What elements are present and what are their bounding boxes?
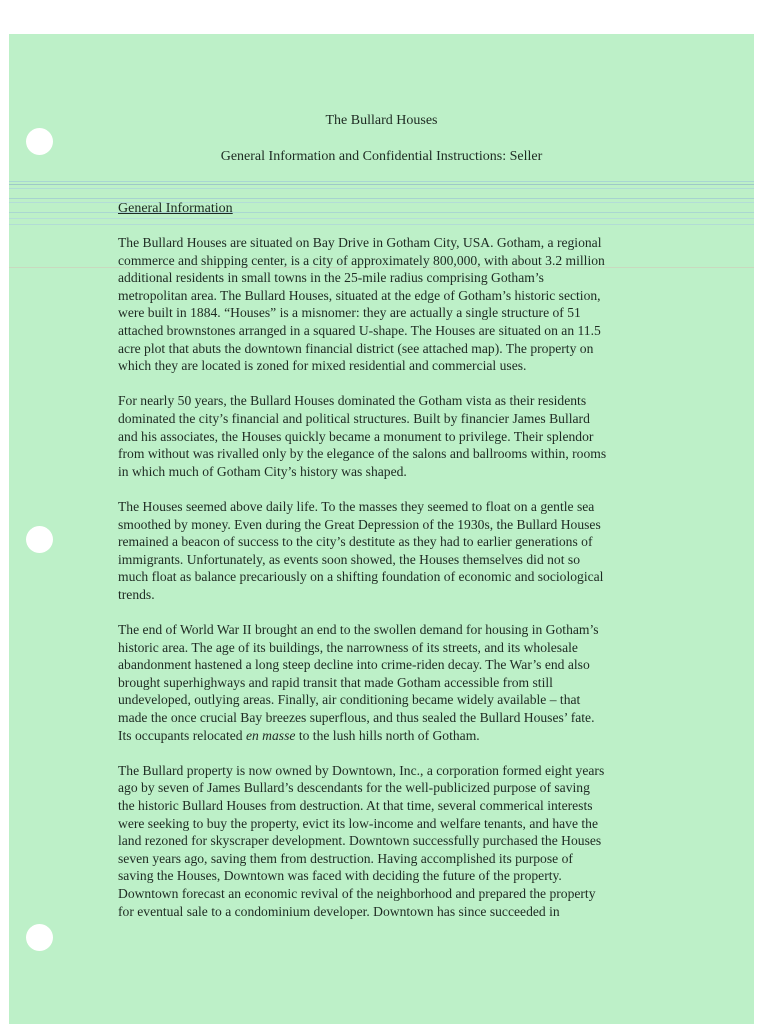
- text-line: The Bullard Houses are situated on Bay Drive in Gotham City, USA. Gotham, a regional: [118, 235, 602, 250]
- text-line: remained a beacon of success to the city’s destitute as they had to earlier generations of: [118, 534, 593, 550]
- text-line: Downtown forecast an economic revival of the neighborhood and prepared the property: [118, 885, 596, 901]
- text-line: land rezoned for skyscraper development. Downtown successfully purchased the Houses: [118, 833, 602, 849]
- text-line: The end of World War II brought an end to the swollen demand for housing in Gotham’s: [118, 622, 599, 638]
- text-line: commerce and shipping center, is a city of approximately 800,000, with about 3.2 million: [118, 252, 605, 268]
- paragraph-3: [118, 498, 693, 604]
- text-line: much float as balance precariously on a shifting foundation of economic and sociological: [118, 569, 604, 585]
- text-line: For nearly 50 years, the Bullard Houses dominated the Gotham vista as their residents: [118, 393, 587, 409]
- text-line: immigrants. Unfortunately, as events soon showed, the Houses themselves did not so: [118, 551, 580, 567]
- text-line: the historic Bullard Houses from destruction. At that time, several commerical interests: [118, 798, 593, 813]
- text-line: seven years ago, saving them from destruction. Having accomplished its purpose of: [118, 850, 573, 866]
- emphasis-text: en masse: [245, 727, 296, 743]
- text-line: saving the Houses, Downtown was faced with deciding the future of the property.: [118, 868, 562, 884]
- text-line: and his associates, the Houses quickly became a monument to privilege. Their splendor: [118, 428, 594, 444]
- paragraph-5: [118, 762, 693, 920]
- text-line: acre plot that abuts the downtown financial district (see attached map). The property on: [118, 340, 594, 356]
- section-heading: General Information: [118, 201, 233, 216]
- text-line: attached brownstones arranged in a squared U-shape. The Houses are situated on an 11.5: [118, 322, 601, 338]
- text-line: were seeking to buy the property, evict its low-income and welfare tenants, and have the: [118, 815, 599, 831]
- text-line: were built in 1884. “Houses” is a misnomer: they are actually a single structure of 51: [118, 305, 581, 321]
- document-subtitle: General Information and Confidential Instructions: Seller: [220, 149, 543, 164]
- text-line: Its occupants relocated en masse to the lush hills north of Gotham.: [118, 727, 480, 743]
- text-line: metropolitan area. The Bullard Houses, situated at the edge of Gotham’s historic section,: [118, 287, 601, 303]
- text-line: which they are located is zoned for mixed residential and commercial uses.: [118, 358, 527, 374]
- text-line: for eventual sale to a condominium developer. Downtown has since succeeded in: [118, 903, 560, 919]
- paragraph-4: [118, 621, 693, 744]
- text-line: ago by seven of James Bullard’s descendants for the well-publicized purpose of saving: [118, 780, 590, 796]
- text-line: from without was rivalled only by the elegance of the salons and ballrooms within, rooms: [118, 446, 607, 462]
- punch-hole-bottom: [26, 924, 53, 951]
- text-line: The Bullard property is now owned by Downtown, Inc., a corporation formed eight years: [118, 762, 605, 778]
- text-line: The Houses seemed above daily life. To the masses they seemed to float on a gentle sea: [118, 498, 595, 514]
- document-title: The Bullard Houses: [325, 113, 438, 128]
- text-line: trends.: [118, 586, 155, 602]
- text-line: dominated the city’s financial and political structures. Built by financier James Bullard: [118, 410, 590, 426]
- text-line: historic area. The age of its buildings, the narrowness of its streets, and its wholesale: [118, 639, 578, 655]
- text-line: abandonment hastened a long steep decline into crime-riden decay. The War’s end also: [118, 657, 590, 673]
- text-line: brought superhighways and rapid transit that made Gotham accessible from still: [118, 674, 553, 690]
- text-line: smoothed by money. Even during the Great Depression of the 1930s, the Bullard Houses: [118, 516, 601, 532]
- text-line: in which much of Gotham City’s history was shaped.: [118, 463, 407, 479]
- text-line: additional residents in small towns in the 25-mile radius comprising Gotham’s: [118, 270, 544, 286]
- text-line: made the once crucial Bay breezes superflous, and thus sealed the Bullard Houses’ fate.: [118, 710, 595, 726]
- text-line: undeveloped, outlying areas. Finally, air conditioning became widely available – that: [118, 692, 581, 708]
- paragraph-1: [118, 234, 693, 375]
- document-page: [9, 34, 754, 1024]
- paragraph-2: [118, 392, 693, 480]
- document-body: [118, 234, 693, 938]
- punch-hole-middle: [26, 526, 53, 553]
